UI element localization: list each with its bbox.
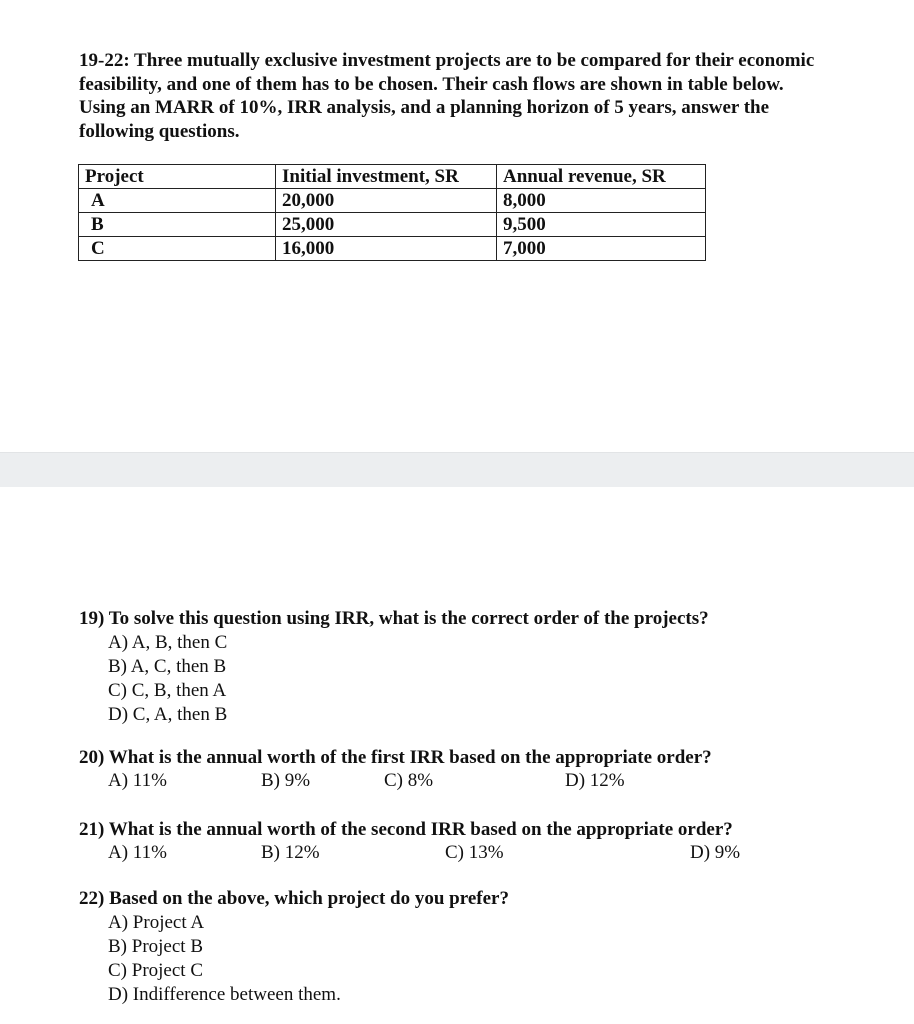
table-row [79, 237, 706, 261]
page-separator [0, 452, 914, 487]
answer-option: C) C, B, then A [108, 680, 227, 701]
answer-option: D) C, A, then B [108, 704, 228, 725]
answer-option: D) Indifference between them. [108, 984, 341, 1005]
answer-option: A) 11% [108, 842, 167, 863]
question-22 [79, 887, 509, 1007]
header-initial-investment: Initial investment, SR [276, 165, 497, 189]
intro-line: following questions. [79, 120, 240, 142]
table-row [79, 189, 706, 213]
cell-annual-revenue: 8,000 [497, 189, 706, 213]
answer-option: A) A, B, then C [108, 632, 228, 653]
question-20 [79, 746, 879, 794]
cash-flow-table [78, 164, 706, 261]
problem-intro [79, 49, 879, 143]
answer-options-row [79, 842, 899, 866]
answer-option: B) Project B [108, 936, 203, 957]
cell-project: A [79, 189, 276, 213]
question-stem: 20) What is the annual worth of the first IRR based on the appropriate order? [79, 747, 712, 768]
header-project: Project [79, 165, 276, 189]
answer-options-row [79, 770, 879, 794]
question-stem: 21) What is the annual worth of the second IRR based on the appropriate order? [79, 819, 733, 840]
question-stem: 22) Based on the above, which project do you prefer? [79, 888, 509, 909]
answer-option: D) 9% [690, 842, 741, 863]
intro-line: 19-22: Three mutually exclusive investment projects are to be compared for their economic [79, 50, 815, 71]
cell-project: B [79, 213, 276, 237]
answer-option: C) 13% [445, 842, 504, 863]
answer-option: B) A, C, then B [108, 656, 227, 677]
cell-initial-investment: 20,000 [276, 189, 497, 213]
cell-annual-revenue: 7,000 [497, 237, 706, 261]
table-row [79, 213, 706, 237]
answer-option: C) Project C [108, 960, 203, 981]
question-21 [79, 818, 899, 866]
answer-option: B) 12% [261, 842, 320, 863]
table-header-row [79, 165, 706, 189]
question-stem: 19) To solve this question using IRR, what is the correct order of the projects? [79, 608, 709, 629]
header-annual-revenue: Annual revenue, SR [497, 165, 706, 189]
document-page-1 [0, 0, 914, 452]
cell-project: C [79, 237, 276, 261]
cell-initial-investment: 16,000 [276, 237, 497, 261]
question-19 [79, 607, 709, 727]
answer-option: C) 8% [384, 770, 434, 791]
cell-annual-revenue: 9,500 [497, 213, 706, 237]
answer-option: B) 9% [261, 770, 311, 791]
intro-line: feasibility, and one of them has to be chosen. Their cash flows are shown in table below. [79, 73, 784, 95]
intro-line: Using an MARR of 10%, IRR analysis, and a planning horizon of 5 years, answer the [79, 97, 770, 118]
cell-initial-investment: 25,000 [276, 213, 497, 237]
answer-option: D) 12% [565, 770, 625, 791]
answer-option: A) 11% [108, 770, 167, 791]
answer-option: A) Project A [108, 912, 205, 933]
